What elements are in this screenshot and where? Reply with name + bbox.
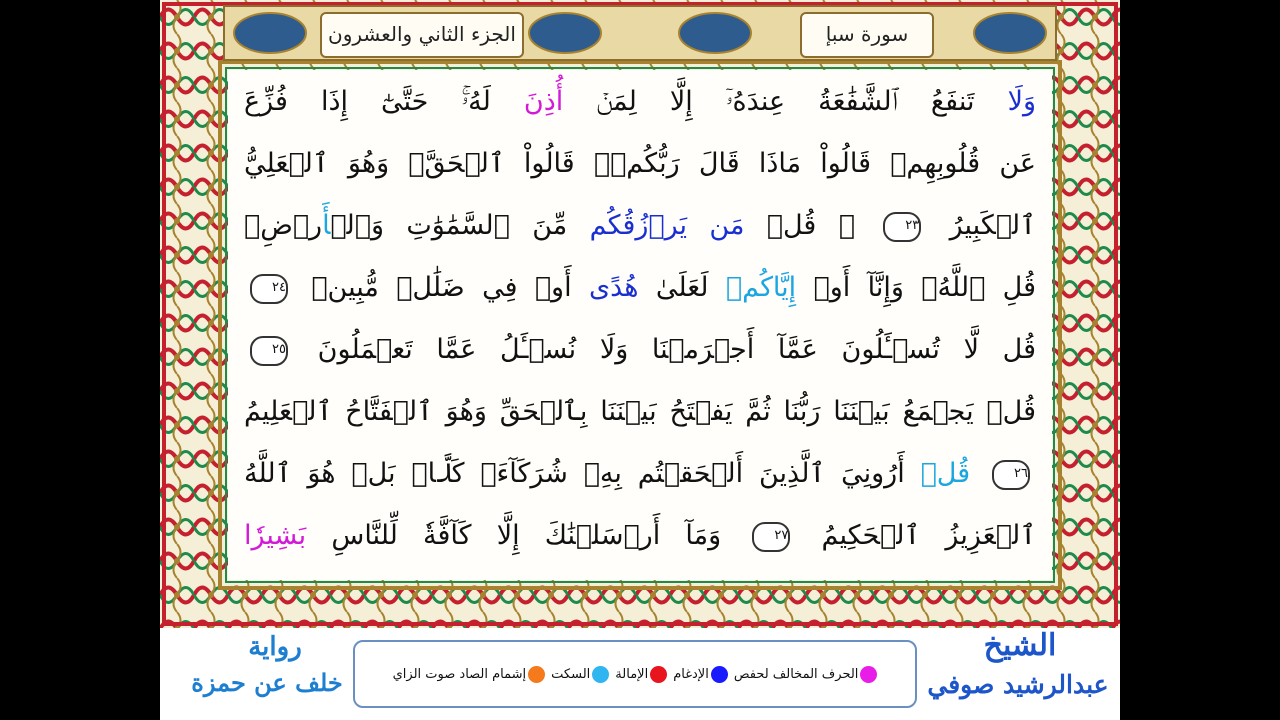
legend-label: إشمام الصاد صوت الزاي bbox=[392, 666, 527, 682]
mushaf-page bbox=[160, 0, 1120, 720]
highlight-sakt: إِيَّاكُمۡ bbox=[725, 272, 797, 303]
dot-icon bbox=[528, 666, 545, 683]
surah-cartouche bbox=[800, 12, 934, 58]
highlight-idgham: وَلَا bbox=[1007, 86, 1036, 117]
legend-item-imala bbox=[615, 666, 667, 683]
verse-text: رۡضِۖ bbox=[244, 210, 323, 241]
legend-item-variant bbox=[734, 666, 878, 683]
juz-title: الجزء الثاني والعشرون bbox=[328, 22, 516, 46]
verse-text: لَهُۥۚ حَتَّىٰٓ إِذَا فُزِّعَ bbox=[244, 86, 491, 117]
riwaya-title: رواية bbox=[248, 632, 302, 662]
dot-icon bbox=[650, 666, 667, 683]
color-legend bbox=[353, 640, 917, 708]
verse-text: ۞ قُلۡ bbox=[766, 210, 855, 241]
highlight-variant: أُذِنَ bbox=[523, 86, 564, 117]
verse-text: مِّنَ ٱلسَّمَٰوَٰتِ وَٱلۡ bbox=[330, 210, 568, 241]
ayah-number-marker: ٢٤ bbox=[250, 274, 288, 304]
highlight-idgham: مَن يَرۡزُقُكُم bbox=[589, 210, 745, 241]
juz-cartouche bbox=[320, 12, 524, 58]
dot-icon bbox=[711, 666, 728, 683]
verse-text: لَعَلَىٰ bbox=[655, 272, 709, 303]
reciter-name: عبدالرشيد صوفي bbox=[927, 670, 1109, 699]
verse-text: قُلِ ٱللَّهُۖ وَإِنَّآ أَوۡ bbox=[813, 272, 1036, 303]
verse-line-8 bbox=[244, 508, 1036, 564]
legend-label: السكت bbox=[551, 666, 591, 682]
ayah-number-marker: ٢٥ bbox=[250, 336, 288, 366]
highlight-variant: بَشِيرٗا bbox=[244, 520, 307, 551]
verse-line-1 bbox=[244, 74, 1036, 130]
verse-text: قُلۡ يَجۡمَعُ بَيۡنَنَا رَبُّنَا ثُمَّ يَفۡتَحُ بَيۡنَنَا بِٱلۡحَقِّ وَهُوَ ٱلۡفَتَّاحُ ٱلۡعَلِيمُ bbox=[244, 396, 1036, 427]
surah-title: سورة سبإ bbox=[825, 22, 909, 46]
verse-line-7 bbox=[244, 446, 1036, 502]
verse-line-2 bbox=[244, 136, 1036, 192]
verse-text: أَرُونِيَ ٱلَّذِينَ أَلۡحَقۡتُم بِهِۦ شُرَكَآءَۖ كَلَّاۚ بَلۡ هُوَ ٱللَّهُ bbox=[244, 458, 905, 489]
ayah-number-marker: ٢٧ bbox=[752, 522, 790, 552]
legend-label: الإدغام bbox=[673, 666, 709, 682]
legend-item-sakt bbox=[551, 666, 609, 683]
legend-item-ishmam bbox=[393, 666, 546, 683]
verse-line-5 bbox=[244, 322, 1036, 378]
ayah-number-marker: ٢٦ bbox=[992, 460, 1030, 490]
dot-icon bbox=[592, 666, 609, 683]
highlight-imala: هُدًى bbox=[588, 272, 639, 303]
footer bbox=[160, 628, 1120, 720]
verse-line-3 bbox=[244, 198, 1036, 254]
dot-icon bbox=[860, 666, 877, 683]
verse-text: تَنفَعُ ٱلشَّفَٰعَةُ عِندَهُۥٓ إِلَّا لِمَنۡ bbox=[596, 86, 975, 117]
verse-line-6 bbox=[244, 384, 1036, 440]
verse-text: ٱلۡعَزِيزُ ٱلۡحَكِيمُ bbox=[821, 520, 1036, 551]
legend-label: الإمالة bbox=[615, 666, 649, 682]
verse-text: عَن قُلُوبِهِمۡ قَالُواْ مَاذَا قَالَ رَبُّكُمۡۖ قَالُواْ ٱلۡحَقَّۖ وَهُوَ ٱلۡعَلِيُّ bbox=[244, 148, 1036, 179]
riwaya-name: خلف عن حمزة bbox=[191, 668, 343, 697]
legend-item-idgham bbox=[673, 666, 728, 683]
legend-label: الحرف المخالف لحفص bbox=[733, 666, 859, 682]
verse-text: أَوۡ فِي ضَلَٰلٖ مُّبِينٖ bbox=[311, 272, 572, 303]
verse-text: وَمَآ أَرۡسَلۡنَٰكَ إِلَّا كَآفَّةٗ لِّلنَّاسِ bbox=[331, 520, 722, 551]
verse-text: قُل لَّا تُسۡـَٔلُونَ عَمَّآ أَجۡرَمۡنَا وَلَا نُسۡـَٔلُ عَمَّا تَعۡمَلُونَ bbox=[317, 334, 1036, 365]
ayah-number-marker: ٢٣ bbox=[883, 212, 921, 242]
highlight-sakt: أَ bbox=[322, 210, 331, 241]
reciter-title: الشيخ bbox=[983, 628, 1057, 663]
verse-text: ٱلۡكَبِيرُ bbox=[949, 210, 1036, 241]
verse-line-4 bbox=[244, 260, 1036, 316]
highlight-sakt: قُلۡ bbox=[920, 458, 971, 489]
quran-text-area bbox=[228, 70, 1052, 580]
